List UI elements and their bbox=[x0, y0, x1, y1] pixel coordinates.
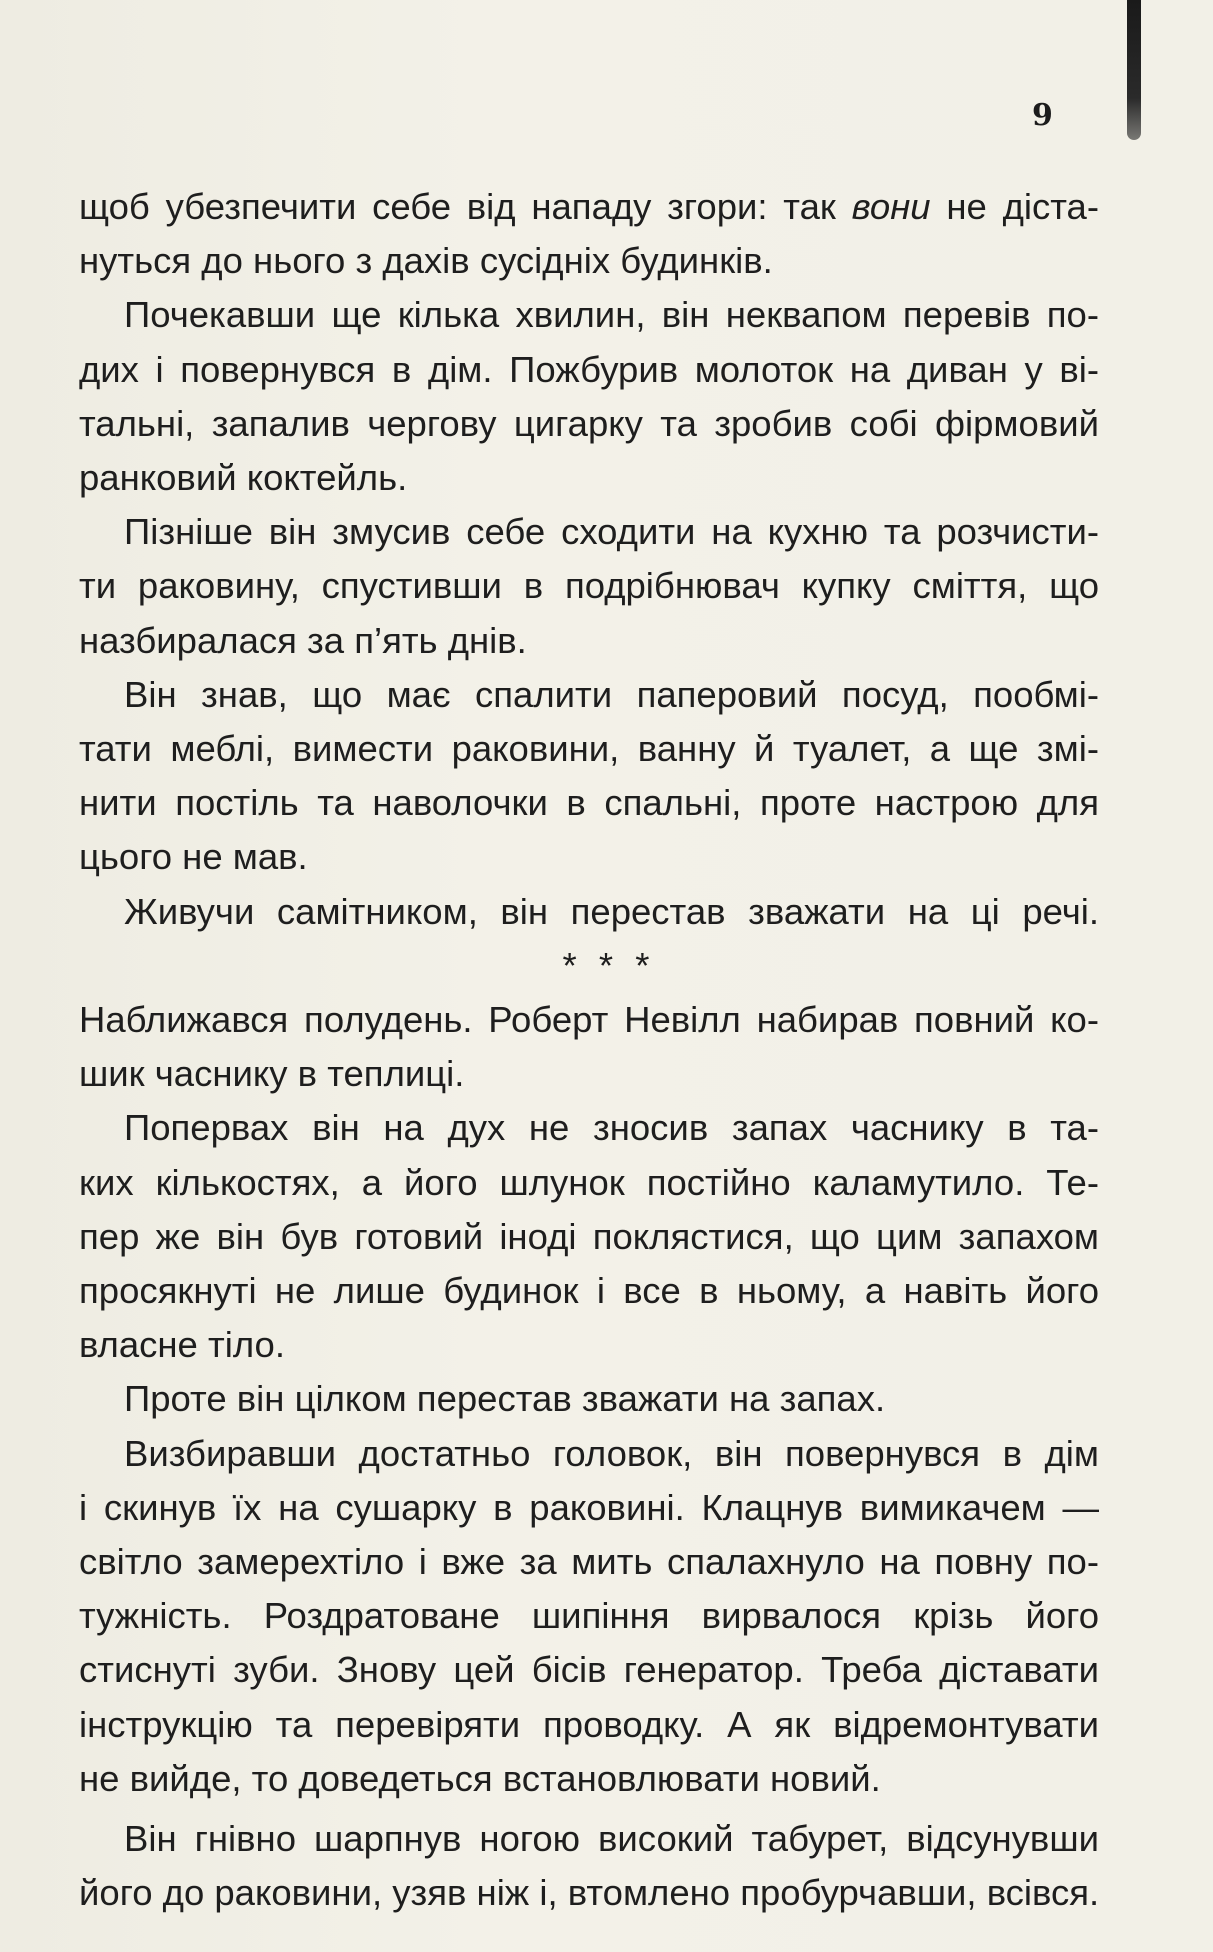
paragraph bbox=[79, 1812, 1099, 1920]
paragraph bbox=[79, 993, 1099, 1101]
text-line: дих і повернувся в дім. Пожбурив молоток на диван у ві- bbox=[79, 348, 1099, 390]
text-line: його до раковини, узяв ніж і, втомлено пробурчавши, всівся. bbox=[79, 1872, 1100, 1914]
paragraph bbox=[79, 1427, 1099, 1806]
paragraph bbox=[79, 505, 1099, 668]
text-line: цього не мав. bbox=[79, 836, 308, 878]
text-line: інструкцію та перевіряти проводку. А як відремонтувати bbox=[79, 1703, 1099, 1745]
text-line: і скинув їх на сушарку в раковині. Клацнув вимикачем — bbox=[79, 1486, 1099, 1528]
paragraph bbox=[79, 885, 1099, 939]
text-line: світло замерехтіло і вже за мить спалахнуло на повну по- bbox=[79, 1541, 1099, 1583]
text-line: Він гнівно шарпнув ногою високий табурет, відсунувши bbox=[124, 1818, 1099, 1860]
text-line: Попервах він на дух не зносив запах часнику в та- bbox=[124, 1107, 1099, 1149]
body-text bbox=[79, 180, 1099, 1921]
text-line: Проте він цілком перестав зважати на запах. bbox=[124, 1378, 886, 1420]
text-line: нуться до нього з дахів сусідніх будинків. bbox=[79, 240, 773, 282]
text-line: Живучи самітником, він перестав зважати на ці речі. bbox=[124, 890, 1099, 932]
paragraph bbox=[79, 1372, 1099, 1426]
text-line: Він знав, що має спалити паперовий посуд, пообмі- bbox=[124, 673, 1099, 715]
text-line: нити постіль та наволочки в спальні, проте настрою для bbox=[79, 782, 1099, 824]
text-line: Визбиравши достатньо головок, він повернувся в дім bbox=[124, 1432, 1099, 1474]
text-line: щоб убезпечити себе від нападу згори: так вони не діста- bbox=[79, 186, 1099, 227]
book-spine-edge bbox=[1127, 0, 1141, 140]
text-line: стиснуті зуби. Знову цей бісів генератор. Треба діставати bbox=[79, 1649, 1099, 1691]
text-line: тати меблі, вимести раковини, ванну й туалет, а ще змі- bbox=[79, 728, 1099, 770]
text-line: не вийде, то доведеться встановлювати новий. bbox=[79, 1757, 881, 1799]
paragraph bbox=[79, 1101, 1099, 1372]
text-line: Наближався полудень. Роберт Невілл набирав повний ко- bbox=[79, 999, 1099, 1041]
paragraph bbox=[79, 668, 1099, 885]
section-separator: * * * bbox=[562, 944, 656, 986]
paragraph bbox=[79, 180, 1099, 288]
text-line: власне тіло. bbox=[79, 1324, 285, 1366]
page-number: 9 bbox=[1032, 98, 1053, 133]
text-line: тужність. Роздратоване шипіння вирвалося крізь його bbox=[79, 1595, 1099, 1637]
text-line: ранковий коктейль. bbox=[79, 457, 408, 499]
text-line: Почекавши ще кілька хвилин, він неквапом перевів по- bbox=[124, 294, 1099, 336]
text-line: ких кількостях, а його шлунок постійно каламутило. Те- bbox=[79, 1161, 1099, 1203]
paragraph bbox=[79, 288, 1099, 505]
italic-word: вони bbox=[851, 186, 931, 227]
text-line: Пізніше він змусив себе сходити на кухню та розчисти- bbox=[124, 511, 1099, 553]
text-line: тальні, запалив чергову цигарку та зробив собі фірмовий bbox=[79, 402, 1099, 444]
text-line: ти раковину, спустивши в подрібнювач купку сміття, що bbox=[79, 565, 1099, 607]
text-line: назбиралася за п’ять днів. bbox=[79, 619, 527, 661]
text-line: шик часнику в теплиці. bbox=[79, 1053, 465, 1095]
text-line: просякнуті не лише будинок і все в ньому, а навіть його bbox=[79, 1270, 1099, 1312]
text-line: пер же він був готовий іноді поклястися, що цим запахом bbox=[79, 1215, 1099, 1257]
